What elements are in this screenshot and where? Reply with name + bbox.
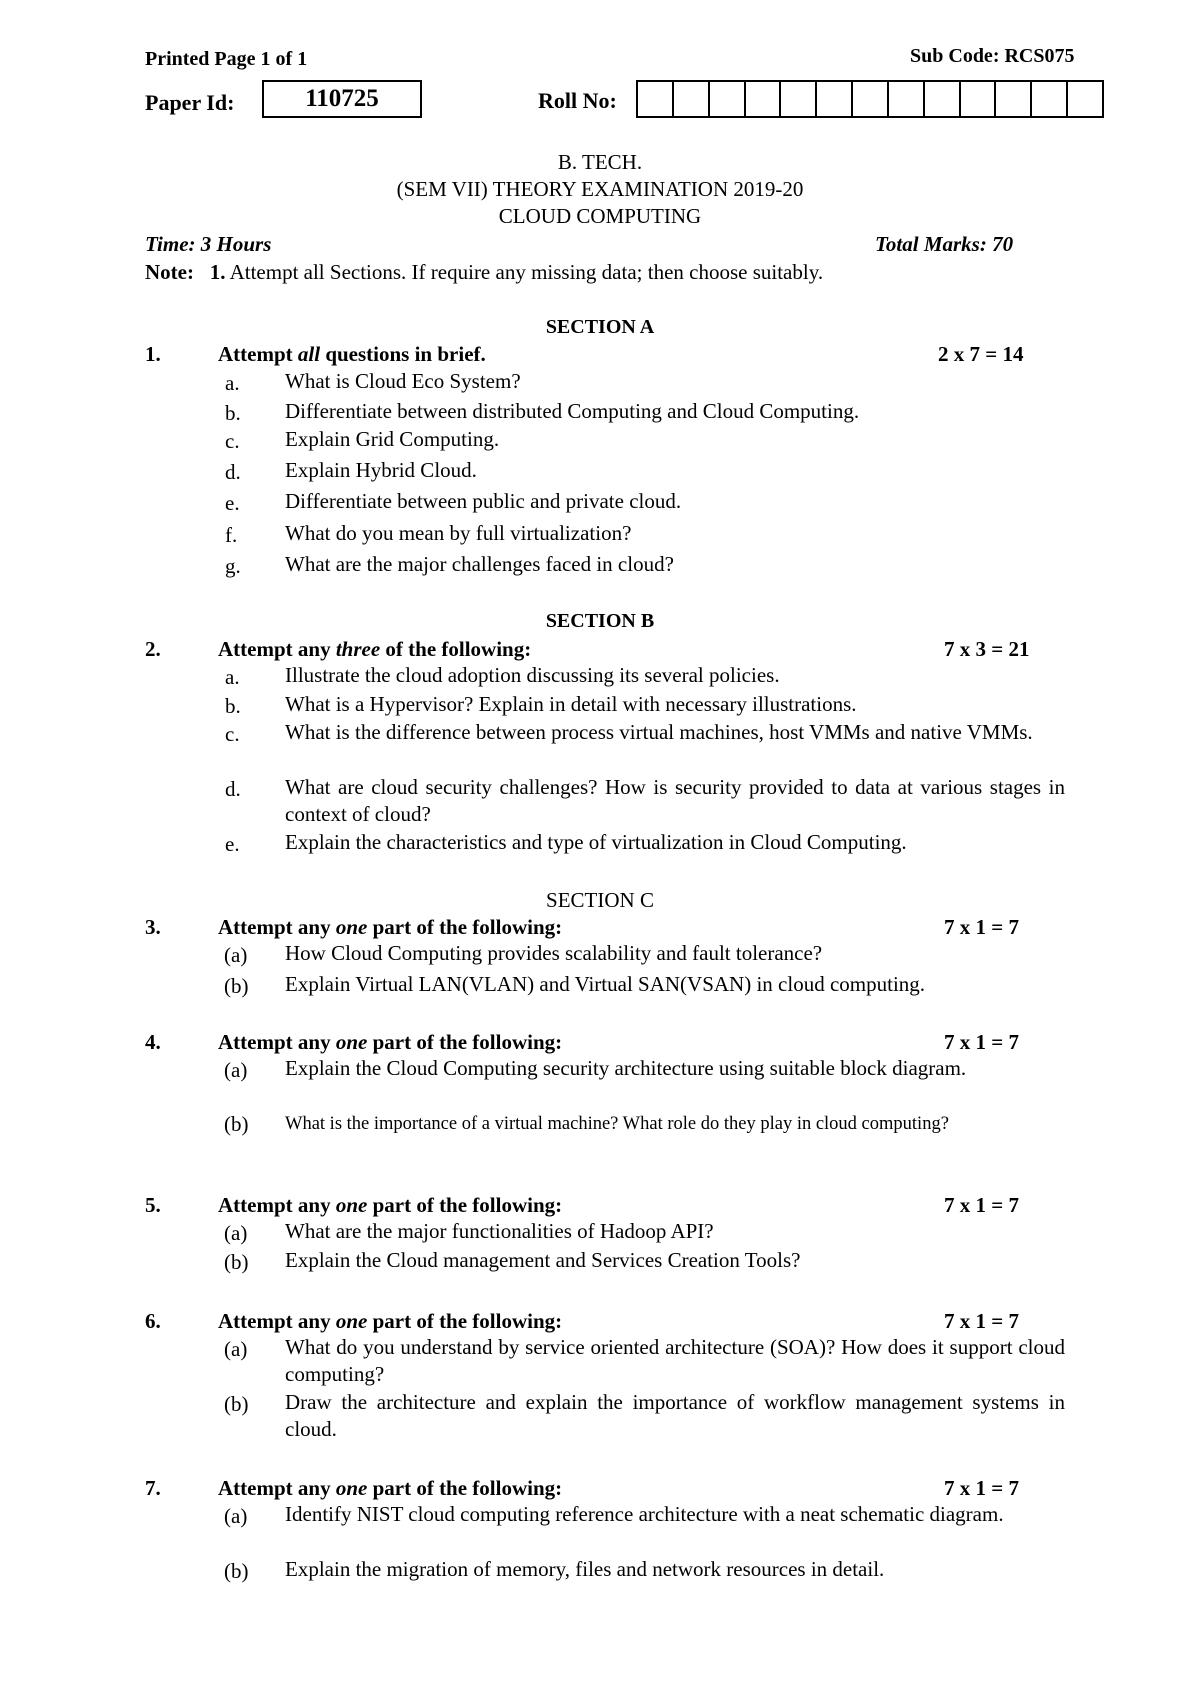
q1-text: Differentiate between distributed Computing and Cloud Computing. <box>285 399 860 423</box>
subject-title: CLOUD COMPUTING <box>498 204 702 228</box>
q1-text: What is Cloud Eco System? <box>285 369 521 393</box>
q7-label: (b) <box>224 1559 249 1583</box>
roll-no-boxes[interactable] <box>636 80 1104 118</box>
q1-text: What do you mean by full virtualization? <box>285 521 632 545</box>
q1-text: Differentiate between public and private cloud. <box>285 489 682 513</box>
q2-text: Explain the characteristics and type of virtualization in Cloud Computing. <box>285 830 907 854</box>
q4-marks: 7 x 1 = 7 <box>944 1030 1019 1054</box>
q2-marks: 7 x 3 = 21 <box>944 637 1030 661</box>
note <box>145 260 823 285</box>
section-a-title: SECTION A <box>545 316 655 338</box>
q1-instruction: Attempt all questions in brief. <box>218 342 486 366</box>
q4-label: (a) <box>224 1058 248 1082</box>
q3-instruction: Attempt any one part of the following: <box>218 915 563 939</box>
q2-number: 2. <box>145 637 161 661</box>
q2-text: What is a Hypervisor? Explain in detail with necessary illustrations. <box>285 692 857 716</box>
q6-instruction: Attempt any one part of the following: <box>218 1309 563 1333</box>
q1-label: b. <box>225 401 241 425</box>
q6-label: (b) <box>224 1392 249 1416</box>
q6-number: 6. <box>145 1309 161 1333</box>
q2-text: Illustrate the cloud adoption discussing its several policies. <box>285 663 780 687</box>
q4-number: 4. <box>145 1030 161 1054</box>
note-number: 1. <box>209 260 226 284</box>
q2-instruction: Attempt any three of the following: <box>218 637 532 661</box>
q3-text: How Cloud Computing provides scalability and fault tolerance? <box>285 941 823 965</box>
section-b-title: SECTION B <box>545 610 655 632</box>
q3-label: (b) <box>224 974 249 998</box>
q3-number: 3. <box>145 915 161 939</box>
q2-label: a. <box>225 665 240 689</box>
q7-text: Explain the migration of memory, files and network resources in detail. <box>285 1557 885 1581</box>
note-label: Note: <box>145 260 194 284</box>
note-text: Attempt all Sections. If require any missing data; then choose suitably. <box>229 260 824 284</box>
q6-label: (a) <box>224 1337 248 1361</box>
section-c-title: SECTION C <box>546 888 654 912</box>
printed-page: Printed Page 1 of 1 <box>145 48 308 70</box>
q1-marks: 2 x 7 = 14 <box>938 342 1024 366</box>
q7-label: (a) <box>224 1504 248 1528</box>
q4-text: Explain the Cloud Computing security architecture using suitable block diagram. <box>285 1056 967 1080</box>
paper-id-box <box>262 80 422 118</box>
q3-text: Explain Virtual LAN(VLAN) and Virtual SAN(VSAN) in cloud computing. <box>285 972 926 996</box>
q1-text: What are the major challenges faced in cloud? <box>285 552 674 576</box>
time-allowed: Time: 3 Hours <box>145 232 272 256</box>
q4-text: What is the importance of a virtual machine? What role do they play in cloud computing? <box>285 1114 949 1134</box>
q5-instruction: Attempt any one part of the following: <box>218 1193 563 1217</box>
paper-id-label: Paper Id: <box>145 90 235 115</box>
q6-text: Draw the architecture and explain the importance of workflow management systems in cloud. <box>285 1390 1065 1441</box>
q6-text: What do you understand by service oriented architecture (SOA)? How does it support cloud computing? <box>285 1335 1065 1386</box>
q1-label: c. <box>225 429 240 453</box>
q1-label: g. <box>225 554 241 578</box>
q5-text: What are the major functionalities of Hadoop API? <box>285 1219 714 1243</box>
roll-no-label: Roll No: <box>538 88 617 113</box>
q4-instruction: Attempt any one part of the following: <box>218 1030 563 1054</box>
q2-label: b. <box>225 694 241 718</box>
total-marks: Total Marks: 70 <box>875 232 1014 256</box>
q3-label: (a) <box>224 943 248 967</box>
q1-number: 1. <box>145 342 161 366</box>
q5-number: 5. <box>145 1193 161 1217</box>
q7-marks: 7 x 1 = 7 <box>944 1476 1019 1500</box>
q2-label: d. <box>225 777 241 801</box>
q4-label: (b) <box>224 1112 249 1136</box>
q2-text: What are cloud security challenges? How is security provided to data at various stages in context of cloud? <box>285 775 1065 826</box>
sub-code: Sub Code: RCS075 <box>910 45 1075 67</box>
q1-label: e. <box>225 491 240 515</box>
q7-number: 7. <box>145 1476 161 1500</box>
q1-text: Explain Hybrid Cloud. <box>285 458 477 482</box>
q1-label: d. <box>225 460 241 484</box>
q2-text: What is the difference between process virtual machines, host VMMs and native VMMs. <box>285 720 1033 744</box>
q5-marks: 7 x 1 = 7 <box>944 1193 1019 1217</box>
q1-label: f. <box>225 523 238 547</box>
q2-label: e. <box>225 832 240 856</box>
paper-id-value: 110725 <box>305 85 379 112</box>
q2-label: c. <box>225 722 240 746</box>
q7-instruction: Attempt any one part of the following: <box>218 1476 563 1500</box>
q1-label: a. <box>225 371 240 395</box>
degree-title: B. TECH. <box>557 150 643 174</box>
q5-label: (a) <box>224 1221 248 1245</box>
q3-marks: 7 x 1 = 7 <box>944 915 1019 939</box>
q1-text: Explain Grid Computing. <box>285 427 500 451</box>
q7-text: Identify NIST cloud computing reference architecture with a neat schematic diagram. <box>285 1502 1004 1526</box>
exam-title: (SEM VII) THEORY EXAMINATION 2019-20 <box>396 177 804 201</box>
q5-text: Explain the Cloud management and Services Creation Tools? <box>285 1248 801 1272</box>
q6-marks: 7 x 1 = 7 <box>944 1309 1019 1333</box>
q5-label: (b) <box>224 1250 249 1274</box>
